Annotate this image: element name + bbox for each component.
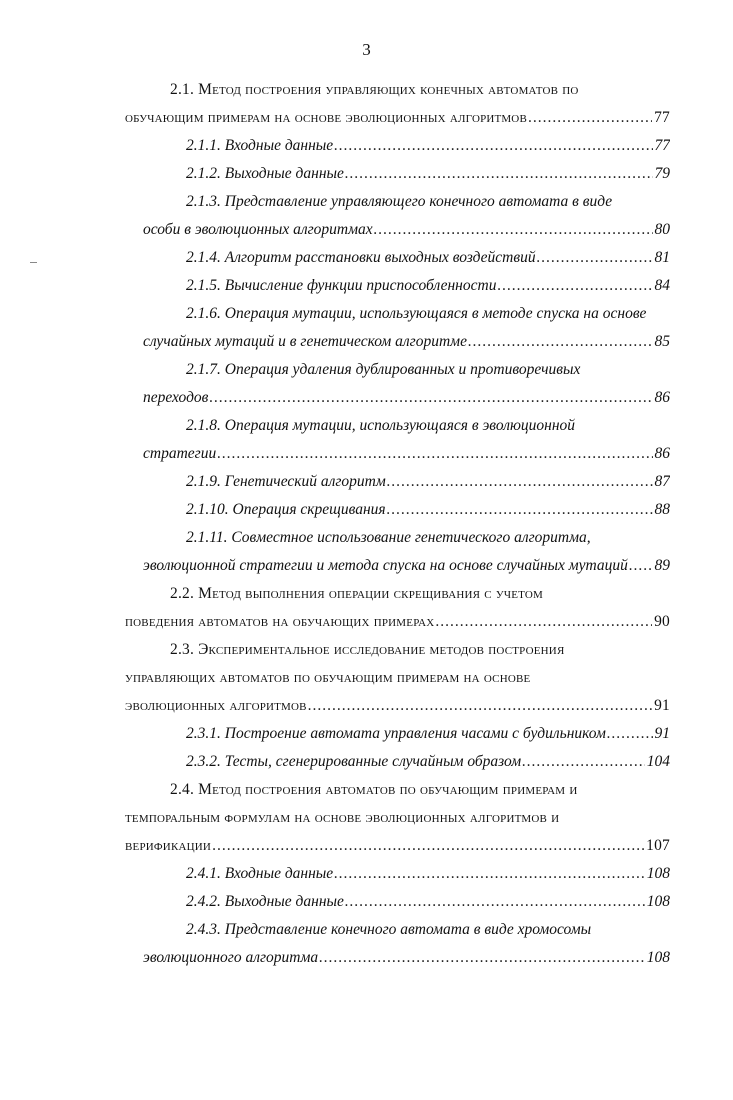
leader-dots xyxy=(386,496,653,523)
toc-entry-2-4-3-line-1[interactable]: 2.4.3. Представление конечного автомата в виде хромосомы xyxy=(186,921,592,938)
leader-dots xyxy=(333,860,645,887)
toc-entry-title: эволюционной стратегии и метода спуска на основе случайных мутаций xyxy=(143,557,628,574)
toc-page-number: 86 xyxy=(654,389,670,406)
leader-dots xyxy=(318,944,645,971)
toc-entry-2-1-6-line-1[interactable]: 2.1.6. Операция мутации, использующаяся в методе спуска на основе xyxy=(186,305,647,322)
leader-dots xyxy=(606,720,653,747)
toc-entry-title: обучающим примерам на основе эволюционных алгоритмов xyxy=(125,109,527,126)
toc-page-number: 108 xyxy=(646,865,670,882)
toc-entry-title: 2.1.2. Выходные данные xyxy=(186,165,344,182)
toc-entry-2-1-11-line-1[interactable]: 2.1.11. Совместное использование генетического алгоритма, xyxy=(186,529,591,546)
toc-page-number: 89 xyxy=(654,557,670,574)
toc-entry-title: 2.1.1. Входные данные xyxy=(186,137,334,154)
toc-page-number: 81 xyxy=(654,249,670,266)
toc-entry-2-1-2[interactable] xyxy=(186,160,670,187)
leader-dots xyxy=(536,244,653,271)
toc-page-number: 90 xyxy=(654,613,670,630)
toc-entry-2-4[interactable] xyxy=(125,832,670,859)
margin-mark xyxy=(30,262,37,263)
toc-page-number: 77 xyxy=(654,109,670,126)
toc-entry-2-3-line-2[interactable]: управляющих автоматов по обучающим примерам на основе xyxy=(125,669,531,686)
toc-entry-title: 2.1.4. Алгоритм расстановки выходных воздействий xyxy=(186,249,536,266)
toc-entry-2-1-3-line-1[interactable]: 2.1.3. Представление управляющего конечного автомата в виде xyxy=(186,193,613,210)
leader-dots xyxy=(307,692,652,719)
leader-dots xyxy=(216,440,652,467)
toc-entry-2-1-9[interactable] xyxy=(186,468,670,495)
toc-page-number: 107 xyxy=(646,837,670,854)
toc-entry-2-1-5[interactable] xyxy=(186,272,670,299)
toc-entry-title: 2.3.1. Построение автомата управления часами с будильником xyxy=(186,725,606,742)
toc-entry-title: 2.1.10. Операция скрещивания xyxy=(186,501,386,518)
toc-entry-title: поведения автоматов на обучающих примерах xyxy=(125,613,435,630)
toc-entry-2-1-11[interactable] xyxy=(143,552,670,579)
toc-entry-title: 2.1.9. Генетический алгоритм xyxy=(186,473,386,490)
toc-entry-2-1-7-line-1[interactable]: 2.1.7. Операция удаления дублированных и противоречивых xyxy=(186,361,581,378)
toc-entry-2-1[interactable] xyxy=(125,104,670,131)
toc-entry-title: эволюционных алгоритмов xyxy=(125,697,307,714)
toc-entry-2-4-line-2[interactable]: темпоральным формулам на основе эволюционных алгоритмов и xyxy=(125,809,560,826)
toc-entry-2-1-8[interactable] xyxy=(143,440,670,467)
toc-entry-title: случайных мутаций и в генетическом алгоритме xyxy=(143,333,467,350)
leader-dots xyxy=(333,132,652,159)
leader-dots xyxy=(344,888,645,915)
leader-dots xyxy=(434,608,652,635)
toc-page-number: 88 xyxy=(654,501,670,518)
toc-entry-2-1-6[interactable] xyxy=(143,328,670,355)
leader-dots xyxy=(521,748,645,775)
leader-dots xyxy=(211,832,644,859)
toc-entry-title: эволюционного алгоритма xyxy=(143,949,319,966)
toc-page-number: 85 xyxy=(654,333,670,350)
leader-dots xyxy=(386,468,653,495)
toc-entry-2-1-line-1[interactable]: 2.1. Метод построения управляющих конечных автоматов по xyxy=(170,81,579,98)
toc-entry-title: переходов xyxy=(143,389,209,406)
toc-page-number: 104 xyxy=(646,753,670,770)
leader-dots xyxy=(344,160,653,187)
toc-page-number: 80 xyxy=(654,221,670,238)
toc-entry-2-1-1[interactable] xyxy=(186,132,670,159)
toc-entry-title: 2.4.1. Входные данные xyxy=(186,865,334,882)
toc-entry-2-4-line-1[interactable]: 2.4. Метод построения автоматов по обучающим примерам и xyxy=(170,781,578,798)
toc-page-number: 87 xyxy=(654,473,670,490)
toc-page-number: 77 xyxy=(654,137,670,154)
toc-entry-2-2[interactable] xyxy=(125,608,670,635)
toc-entry-title: 2.4.2. Выходные данные xyxy=(186,893,344,910)
leader-dots xyxy=(496,272,652,299)
toc-entry-2-3-1[interactable] xyxy=(186,720,670,747)
toc-page-number: 108 xyxy=(646,893,670,910)
page-number: 3 xyxy=(362,40,371,59)
toc-entry-2-3[interactable] xyxy=(125,692,670,719)
leader-dots xyxy=(467,328,653,355)
toc-entry-title: верификации xyxy=(125,837,212,854)
leader-dots xyxy=(208,384,652,411)
leader-dots xyxy=(527,104,652,131)
toc-page-number: 86 xyxy=(654,445,670,462)
toc-entry-2-2-line-1[interactable]: 2.2. Метод выполнения операции скрещивания с учетом xyxy=(170,585,544,602)
toc-entry-title: особи в эволюционных алгоритмах xyxy=(143,221,373,238)
toc-entry-2-1-3[interactable] xyxy=(143,216,670,243)
toc-entry-2-1-8-line-1[interactable]: 2.1.8. Операция мутации, использующаяся в эволюционной xyxy=(186,417,576,434)
toc-page-number: 91 xyxy=(654,697,670,714)
toc-page-number: 108 xyxy=(646,949,670,966)
leader-dots xyxy=(628,552,653,579)
toc-entry-2-4-1[interactable] xyxy=(186,860,670,887)
toc-entry-title: стратегии xyxy=(143,445,217,462)
toc-entry-2-1-4[interactable] xyxy=(186,244,670,271)
toc-entry-2-3-line-1[interactable]: 2.3. Экспериментальное исследование методов построения xyxy=(170,641,565,658)
toc-page-number: 91 xyxy=(654,725,670,742)
toc-entry-2-4-2[interactable] xyxy=(186,888,670,915)
toc-entry-title: 2.1.5. Вычисление функции приспособленности xyxy=(186,277,497,294)
toc-entry-2-1-7[interactable] xyxy=(143,384,670,411)
toc-entry-2-3-2[interactable] xyxy=(186,748,670,775)
toc-entry-2-4-3[interactable] xyxy=(143,944,670,971)
toc-entry-title: 2.3.2. Тесты, сгенерированные случайным образом xyxy=(186,753,522,770)
toc-page-number: 84 xyxy=(654,277,670,294)
leader-dots xyxy=(373,216,653,243)
toc-entry-2-1-10[interactable] xyxy=(186,496,670,523)
toc-page-number: 79 xyxy=(654,165,670,182)
